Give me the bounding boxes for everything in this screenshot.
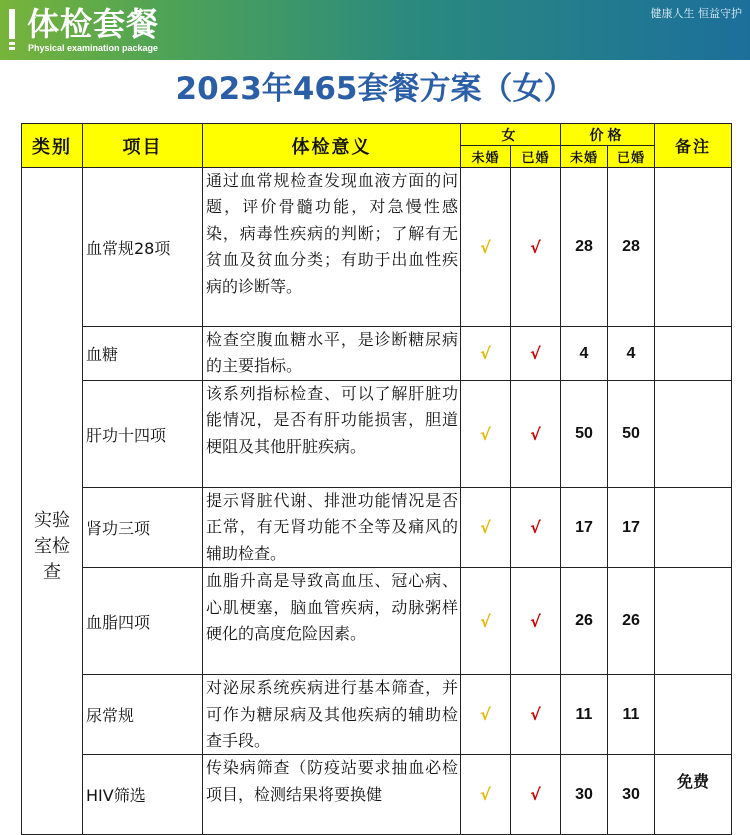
married-check: √ — [511, 755, 561, 835]
item-name: 血脂四项 — [83, 568, 203, 675]
banner-subtitle: Physical examination package — [28, 43, 159, 53]
package-table — [21, 123, 732, 835]
price-unmarried: 50 — [561, 381, 608, 488]
header-banner — [0, 0, 750, 60]
table-row — [22, 675, 732, 755]
item-description: 血脂升高是导致高血压、冠心病、心肌梗塞，脑血管疾病，动脉粥样硬化的高度危险因素。 — [203, 568, 461, 675]
note-cell — [655, 327, 732, 381]
unmarried-check: √ — [461, 381, 511, 488]
header-price-unmarried: 未婚 — [561, 146, 608, 168]
table-row — [22, 568, 732, 675]
page-title: 2023年465套餐方案（女） — [175, 71, 575, 107]
table-row — [22, 755, 732, 835]
price-married: 30 — [608, 755, 655, 835]
item-description: 通过血常规检查发现血液方面的问题，评价骨髓功能，对急慢性感染，病毒性疾病的判断；了解有无贫血及贫血分类；有助于出血性疾病的诊断等。 — [203, 168, 461, 327]
unmarried-check: √ — [461, 327, 511, 381]
header-note: 备注 — [655, 124, 732, 168]
unmarried-check: √ — [461, 168, 511, 327]
item-name: 血糖 — [83, 327, 203, 381]
table-row — [22, 381, 732, 488]
header-item: 项目 — [83, 124, 203, 168]
price-unmarried: 11 — [561, 675, 608, 755]
item-description: 该系列指标检查、可以了解肝脏功能情况，是否有肝功能损害，胆道梗阻及其他肝脏疾病。 — [203, 381, 461, 488]
price-married: 50 — [608, 381, 655, 488]
table-row — [22, 488, 732, 568]
married-check: √ — [511, 675, 561, 755]
category-label: 实验室检查 — [34, 510, 70, 584]
header-unmarried: 未婚 — [461, 146, 511, 168]
item-description: 传染病筛查（防疫站要求抽血必检项目，检测结果将要换健 — [203, 755, 461, 835]
item-name: 肝功十四项 — [83, 381, 203, 488]
price-married: 26 — [608, 568, 655, 675]
category-cell — [22, 168, 83, 835]
price-married: 28 — [608, 168, 655, 327]
price-married: 4 — [608, 327, 655, 381]
note-cell — [655, 675, 732, 755]
header-married: 已婚 — [511, 146, 561, 168]
price-unmarried: 28 — [561, 168, 608, 327]
table-row — [22, 168, 732, 327]
price-unmarried: 30 — [561, 755, 608, 835]
item-name: 尿常规 — [83, 675, 203, 755]
note-cell — [655, 568, 732, 675]
header-price-married: 已婚 — [608, 146, 655, 168]
table-row — [22, 327, 732, 381]
item-description: 检查空腹血糖水平，是诊断糖尿病的主要指标。 — [203, 327, 461, 381]
note-cell — [655, 488, 732, 568]
item-name: 肾功三项 — [83, 488, 203, 568]
header-price: 价格 — [561, 124, 655, 146]
price-married: 11 — [608, 675, 655, 755]
price-married: 17 — [608, 488, 655, 568]
note-cell — [655, 168, 732, 327]
note-cell — [655, 381, 732, 488]
unmarried-check: √ — [461, 488, 511, 568]
banner-slogan: 健康人生 恒益守护 — [650, 7, 742, 20]
banner-title: 体检套餐 — [27, 5, 160, 43]
married-check: √ — [511, 327, 561, 381]
item-name: 血常规28项 — [83, 168, 203, 327]
header-meaning: 体检意义 — [203, 124, 461, 168]
item-description: 提示肾脏代谢、排泄功能情况是否正常，有无肾功能不全等及痛风的辅助检查。 — [203, 488, 461, 568]
price-unmarried: 17 — [561, 488, 608, 568]
header-female: 女 — [461, 124, 561, 146]
note-cell: 免费 — [655, 755, 732, 835]
unmarried-check: √ — [461, 675, 511, 755]
married-check: √ — [511, 488, 561, 568]
price-unmarried: 4 — [561, 327, 608, 381]
item-description: 对泌尿系统疾病进行基本筛查，并可作为糖尿病及其他疾病的辅助检查手段。 — [203, 675, 461, 755]
price-unmarried: 26 — [561, 568, 608, 675]
banner-accent-bar — [9, 9, 15, 39]
header-category: 类别 — [22, 124, 83, 168]
married-check: √ — [511, 568, 561, 675]
banner-accent-line — [9, 42, 15, 45]
unmarried-check: √ — [461, 568, 511, 675]
package-table-wrapper — [21, 123, 731, 835]
item-name: HIV筛选 — [83, 755, 203, 835]
banner-accent-line — [9, 47, 15, 50]
unmarried-check: √ — [461, 755, 511, 835]
married-check: √ — [511, 381, 561, 488]
married-check: √ — [511, 168, 561, 327]
